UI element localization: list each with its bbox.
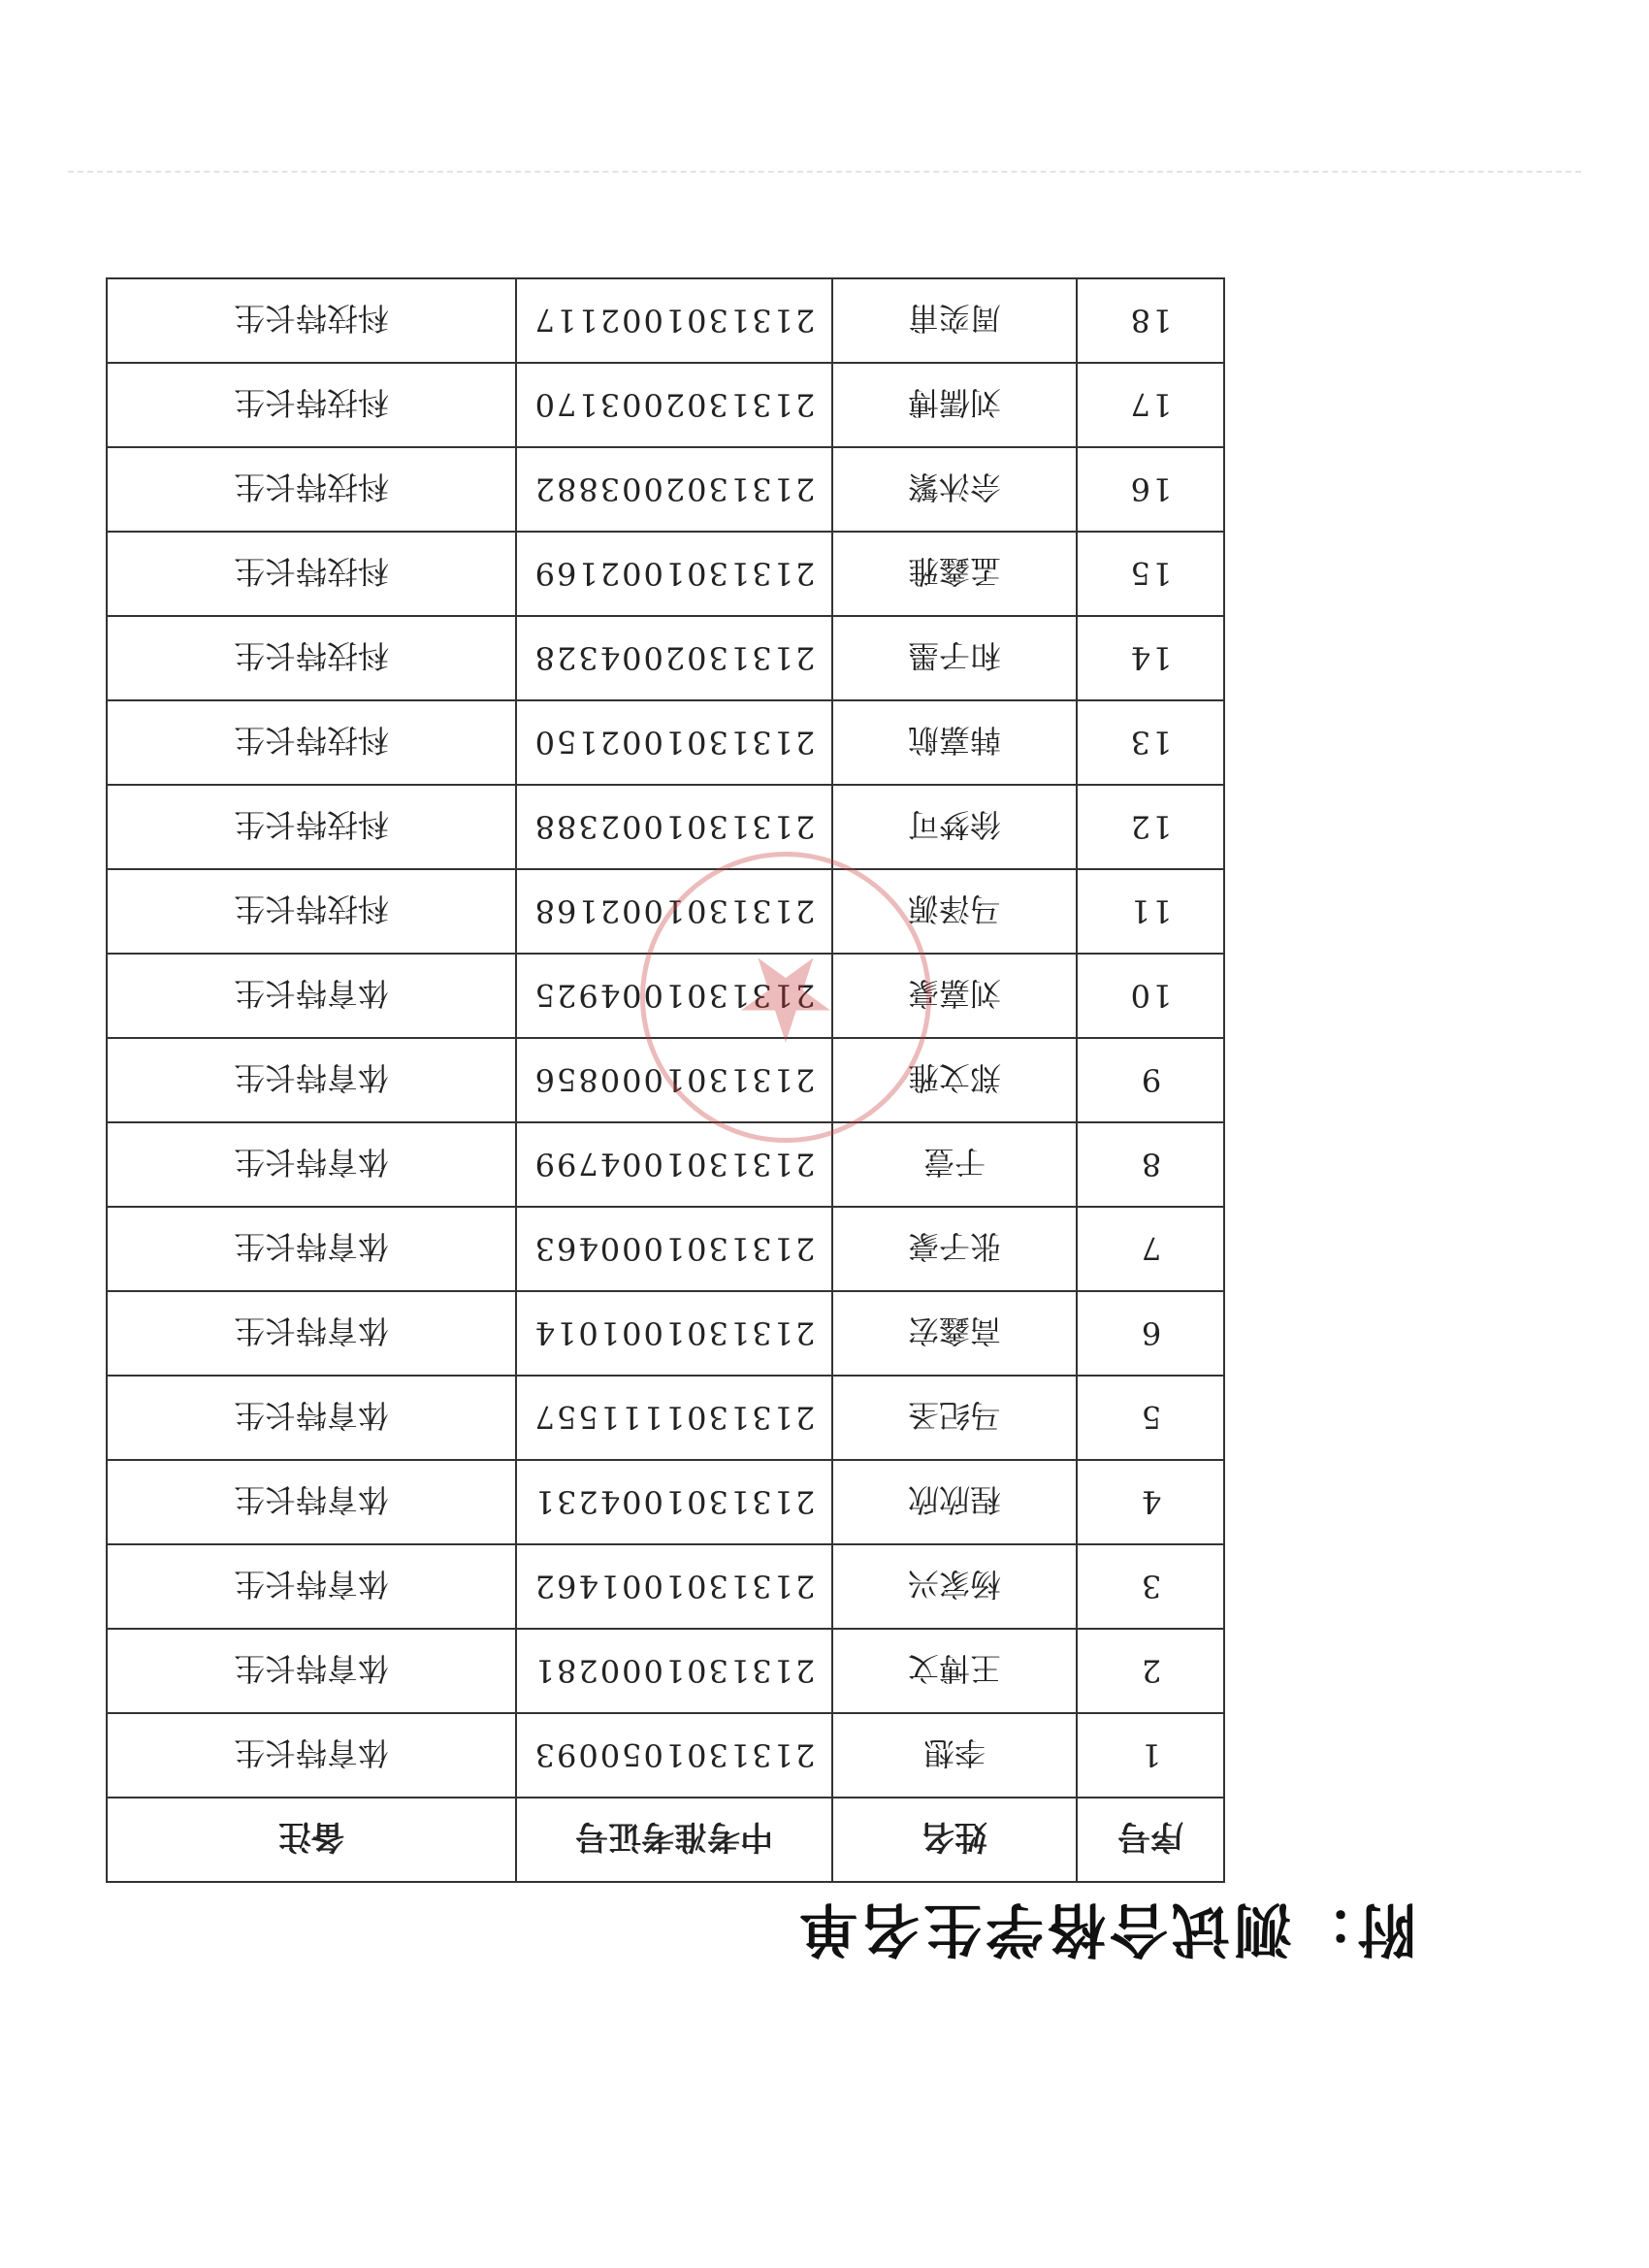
row-note: 体育特长生	[107, 1376, 516, 1460]
table-row	[107, 1544, 1224, 1629]
row-exam-id: 2131302003882	[516, 447, 832, 532]
row-exam-id: 2131302003170	[516, 363, 832, 447]
row-exam-id: 2131301002150	[516, 700, 832, 785]
row-note: 科技特长生	[107, 363, 516, 447]
row-number: 13	[1077, 700, 1224, 785]
row-name: 于壹	[832, 1122, 1077, 1207]
header-exam-id: 中考准考证号	[516, 1798, 832, 1882]
table-row	[107, 1291, 1224, 1376]
row-note: 体育特长生	[107, 1544, 516, 1629]
row-name: 刘儒博	[832, 363, 1077, 447]
table-row	[107, 278, 1224, 363]
row-number: 14	[1077, 616, 1224, 700]
row-exam-id: 2131302004328	[516, 616, 832, 700]
row-name: 佘沐繁	[832, 447, 1077, 532]
row-note: 科技特长生	[107, 785, 516, 869]
row-number: 17	[1077, 363, 1224, 447]
row-number: 1	[1077, 1713, 1224, 1798]
row-name: 程欣欣	[832, 1460, 1077, 1544]
row-number: 8	[1077, 1122, 1224, 1207]
row-exam-id: 2131301000463	[516, 1207, 832, 1291]
row-number: 9	[1077, 1038, 1224, 1122]
star-icon: ★	[733, 930, 838, 1065]
row-exam-id: 2131301004231	[516, 1460, 832, 1544]
table-row	[107, 785, 1224, 869]
row-exam-id: 2131301001014	[516, 1291, 832, 1376]
row-note: 体育特长生	[107, 1713, 516, 1798]
row-exam-id: 2131301000281	[516, 1629, 832, 1713]
row-name: 和子墨	[832, 616, 1077, 700]
table-row	[107, 447, 1224, 532]
row-note: 科技特长生	[107, 278, 516, 363]
row-note: 科技特长生	[107, 869, 516, 954]
table-row	[107, 616, 1224, 700]
row-number: 7	[1077, 1207, 1224, 1291]
row-exam-id: 2131301000856	[516, 1038, 832, 1122]
row-name: 马纪圣	[832, 1376, 1077, 1460]
row-exam-id: 2131301004925	[516, 954, 832, 1038]
table-row	[107, 1376, 1224, 1460]
row-number: 15	[1077, 532, 1224, 616]
table-row	[107, 532, 1224, 616]
row-name: 周奕甫	[832, 278, 1077, 363]
row-exam-id: 2131301002388	[516, 785, 832, 869]
row-note: 科技特长生	[107, 447, 516, 532]
row-name: 杨家兴	[832, 1544, 1077, 1629]
row-number: 5	[1077, 1376, 1224, 1460]
table-row	[107, 1207, 1224, 1291]
row-name: 徐梦可	[832, 785, 1077, 869]
header-name: 姓名	[832, 1798, 1077, 1882]
row-note: 体育特长生	[107, 1460, 516, 1544]
row-number: 18	[1077, 278, 1224, 363]
row-name: 王博文	[832, 1629, 1077, 1713]
row-name: 李想	[832, 1713, 1077, 1798]
table-row	[107, 1713, 1224, 1798]
table-row	[107, 1122, 1224, 1207]
row-exam-id: 2131301002169	[516, 532, 832, 616]
table-row	[107, 363, 1224, 447]
row-note: 科技特长生	[107, 700, 516, 785]
row-note: 体育特长生	[107, 1207, 516, 1291]
row-note: 体育特长生	[107, 1038, 516, 1122]
header-note: 备注	[107, 1798, 516, 1882]
scan-artifact-line	[68, 171, 1581, 173]
table-header-row	[107, 1798, 1224, 1882]
official-seal	[640, 852, 931, 1143]
row-number: 10	[1077, 954, 1224, 1038]
row-number: 6	[1077, 1291, 1224, 1376]
row-note: 体育特长生	[107, 954, 516, 1038]
row-name: 刘嘉豪	[832, 954, 1077, 1038]
row-exam-id: 2131301001462	[516, 1544, 832, 1629]
row-exam-id: 2131301050093	[516, 1713, 832, 1798]
row-number: 4	[1077, 1460, 1224, 1544]
row-name: 韩嘉航	[832, 700, 1077, 785]
table-row	[107, 700, 1224, 785]
row-note: 体育特长生	[107, 1122, 516, 1207]
row-exam-id: 2131301004799	[516, 1122, 832, 1207]
row-name: 孟鑫雅	[832, 532, 1077, 616]
row-name: 高鑫宏	[832, 1291, 1077, 1376]
row-number: 16	[1077, 447, 1224, 532]
row-number: 3	[1077, 1544, 1224, 1629]
row-note: 科技特长生	[107, 616, 516, 700]
row-exam-id: 2131301002168	[516, 869, 832, 954]
row-number: 11	[1077, 869, 1224, 954]
row-number: 12	[1077, 785, 1224, 869]
page-title: 附：测试合格学生名单	[795, 1895, 1416, 1962]
row-number: 2	[1077, 1629, 1224, 1713]
row-note: 体育特长生	[107, 1629, 516, 1713]
row-note: 体育特长生	[107, 1291, 516, 1376]
row-exam-id: 2131301111557	[516, 1376, 832, 1460]
row-note: 科技特长生	[107, 532, 516, 616]
row-name: 郑文雅	[832, 1038, 1077, 1122]
row-name: 马泽源	[832, 869, 1077, 954]
table-row	[107, 1460, 1224, 1544]
row-exam-id: 2131301002117	[516, 278, 832, 363]
table-row	[107, 1629, 1224, 1713]
header-number: 序号	[1077, 1798, 1224, 1882]
row-name: 张子豪	[832, 1207, 1077, 1291]
